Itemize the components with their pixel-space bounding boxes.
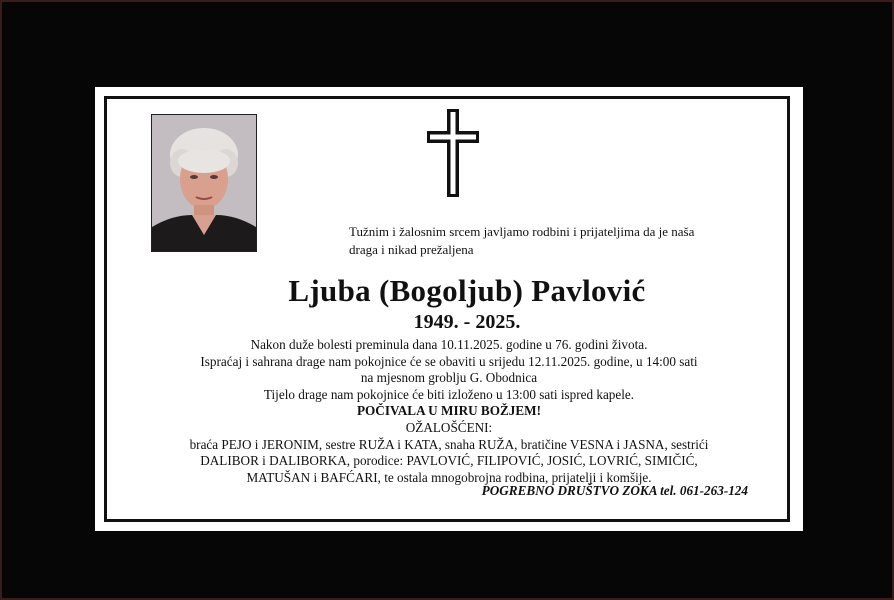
portrait-illustration [152,115,256,251]
death-date-line: Nakon duže bolesti preminula dana 10.11.2025. godine u 76. godini života. [250,337,648,352]
mourners-line-1: braća PEJO i JERONIM, sestre RUŽA i KATA, snaha RUŽA, bratičine VESNA i JASNA, sestrići [189,436,709,452]
cemetery-line: na mjesnom groblju G. Obodnica [360,370,538,386]
intro-text [349,223,694,259]
notice-body [95,337,803,486]
intro-line-2: draga i nikad prežaljena [349,242,474,257]
rest-in-peace: POČIVALA U MIRU BOŽJEM! [356,403,542,419]
funeral-line: Ispraćaj i sahrana drage nam pokojnice će se obaviti u srijedu 12.11.2025. godine, u 14:00 sati [200,353,698,369]
intro-line-1: Tužnim i žalosnim srcem javljamo rodbini i prijateljima da je naša [349,224,695,239]
mourners-line-2: DALIBOR i DALIBORKA, porodice: PAVLOVIĆ, FILIPOVIĆ, JOSIĆ, LOVRIĆ, SIMIČIĆ, [200,453,698,469]
mourners-label: OŽALOŠĆENI: [405,419,493,435]
portrait-photo [151,114,257,252]
mourners-line-3: MATUŠAN i BAFĆARI, te ostala mnogobrojna rodbina, prijatelji i komšije. [246,469,652,485]
life-years: 1949. - 2025. [413,311,521,333]
cross-icon [427,109,479,197]
funeral-home: POGREBNO DRUŠTVO ZOKA tel. 061-263-124 [481,483,748,498]
viewing-line: Tijelo drage nam pokojnice će biti izloženo u 13:00 sati ispred kapele. [263,386,635,402]
deceased-name: Ljuba (Bogoljub) Pavlović [288,273,646,308]
obituary-card [95,87,803,531]
